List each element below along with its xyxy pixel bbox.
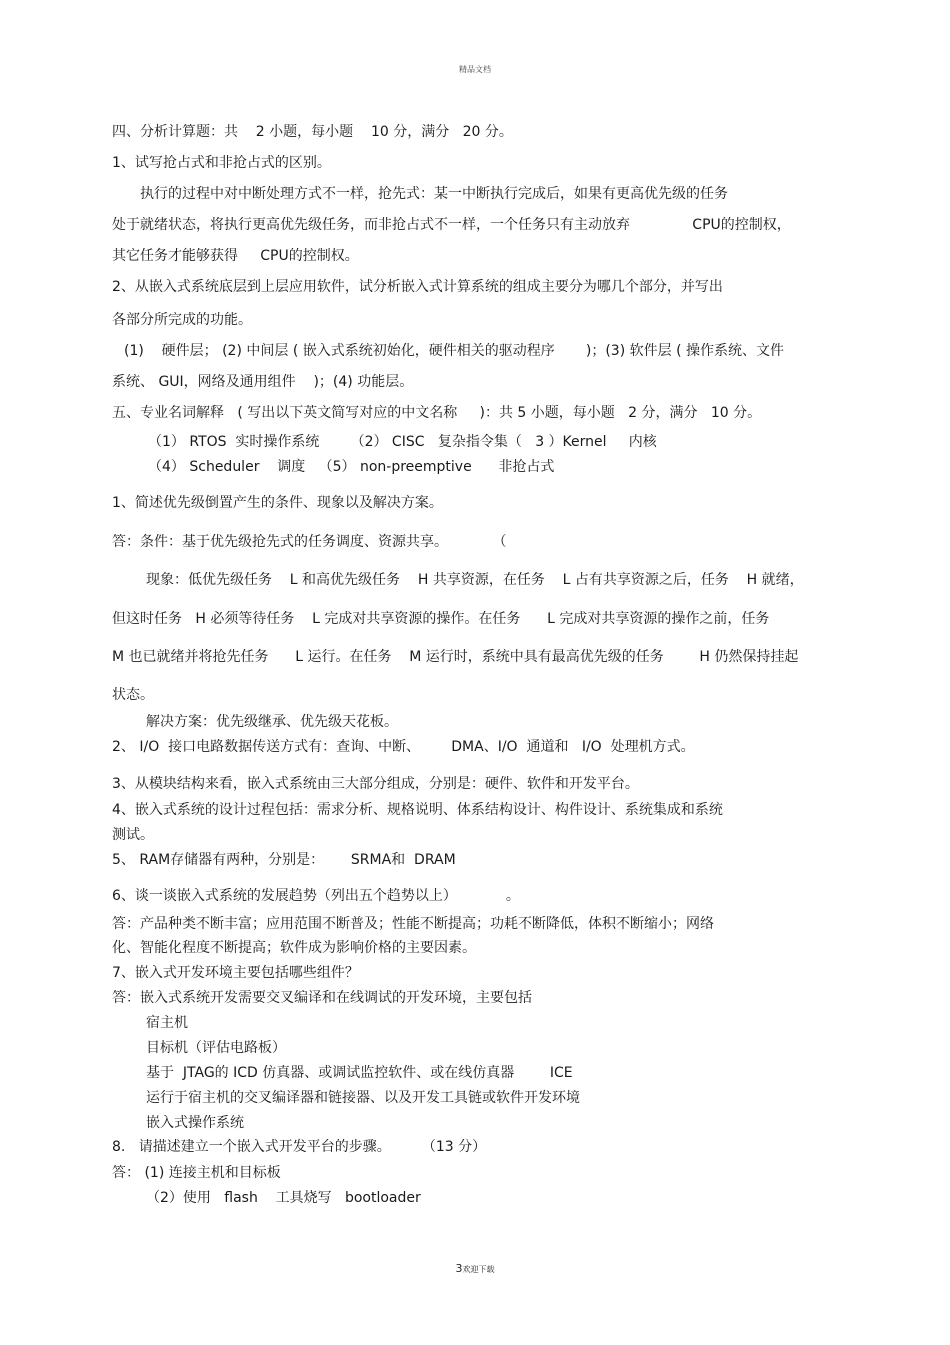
answer-text: 但这时任务 H 必须等待任务 L 完成对共享资源的操作。在任务 L 完成对共享资源的操作之前，任务 <box>112 611 770 627</box>
list-item: 基于 JTAG的 ICD 仿真器、或调试监控软件、或在线仿真器 ICE <box>146 1065 573 1081</box>
answer-text: 处于就绪状态，将执行更高优先级任务，而非抢占式不一样，一个任务只有主动放弃 CPU的控制权， <box>112 217 791 233</box>
section-four-heading: 四、分析计算题：共 2 小题，每小题 10 分，满分 20 分。 <box>112 124 513 140</box>
list-item: 目标机（评估电路板） <box>146 1040 286 1056</box>
answer-text: M 也已就绪并将抢先任务 L 运行。在任务 M 运行时，系统中具有最高优先级的任务 H 仍然保持挂起 <box>112 649 799 665</box>
term-list-row: （1） RTOS 实时操作系统 （2） CISC 复杂指令集（ 3 ）Kernel 内核 <box>148 434 657 450</box>
question-1-title: 1、试写抢占式和非抢占式的区别。 <box>112 155 331 171</box>
answer-text: 答：条件：基于优先级抢先式的任务调度、资源共享。 （ <box>112 534 507 550</box>
question-text: 2、 I/O 接口电路数据传送方式有：查询、中断、 DMA、I/O 通道和 I/O 处理机方式。 <box>112 739 695 755</box>
question-title: 7、嵌入式开发环境主要包括哪些组件？ <box>112 965 359 981</box>
question-text-cont: 测试。 <box>112 827 154 843</box>
question-text: 5、 RAM存储器有两种，分别是： SRMA和 DRAM <box>112 852 456 868</box>
question-text: 4、嵌入式系统的设计过程包括：需求分析、规格说明、体系结构设计、构件设计、系统集成和系统 <box>112 802 723 818</box>
answer-text: 状态。 <box>112 687 154 703</box>
answer-text: 执行的过程中对中断处理方式不一样，抢先式：某一中断执行完成后，如果有更高优先级的任务 <box>140 186 728 202</box>
question-2-title: 2、从嵌入式系统底层到上层应用软件，试分析嵌入式计算系统的组成主要分为哪几个部分，并写出 <box>112 279 723 295</box>
answer-text: 答：嵌入式系统开发需要交叉编译和在线调试的开发环境，主要包括 <box>112 990 532 1006</box>
question-title: 8. 请描述建立一个嵌入式开发平台的步骤。 （13 分） <box>112 1139 487 1155</box>
question-title: 6、谈一谈嵌入式系统的发展趋势（列出五个趋势以上） 。 <box>112 888 520 904</box>
question-2-title-cont: 各部分所完成的功能。 <box>112 312 252 328</box>
answer-text: 其它任务才能够获得 CPU的控制权。 <box>112 248 359 264</box>
term-list-row: （4） Scheduler 调度 （5） non-preemptive 非抢占式 <box>148 459 555 475</box>
answer-text: 解决方案：优先级继承、优先级天花板。 <box>146 714 398 730</box>
question-text: 3、从模块结构来看，嵌入式系统由三大部分组成，分别是：硬件、软件和开发平台。 <box>112 776 679 792</box>
footer-text: 欢迎下载 <box>462 1265 495 1274</box>
list-item: 运行于宿主机的交叉编译器和链接器、以及开发工具链或软件开发环境 <box>146 1090 580 1106</box>
section-five-heading: 五、专业名词解释 ( 写出以下英文简写对应的中文名称 )：共 5 小题，每小题 2 分，满分 10 分。 <box>112 405 762 421</box>
page-footer <box>0 1263 950 1276</box>
page-number: 3 <box>455 1262 463 1275</box>
list-item: 嵌入式操作系统 <box>146 1115 244 1131</box>
answer-text: 系统、 GUI，网络及通用组件 )；(4) 功能层。 <box>112 374 414 390</box>
page-header: 精品文档 <box>459 65 491 74</box>
list-item: 宿主机 <box>146 1015 188 1031</box>
answer-text: （2）使用 flash 工具烧写 bootloader <box>146 1190 421 1206</box>
answer-text: 化、智能化程度不断提高；软件成为影响价格的主要因素。 <box>112 940 476 956</box>
answer-text: (1) 硬件层； (2) 中间层 ( 嵌入式系统初始化，硬件相关的驱动程序 )；(3) 软件层 ( 操作系统、文件 <box>124 343 784 359</box>
question-title: 1、简述优先级倒置产生的条件、现象以及解决方案。 <box>112 495 443 511</box>
answer-text: 答：产品种类不断丰富；应用范围不断普及；性能不断提高；功耗不断降低，体积不断缩小；网络 <box>112 916 714 932</box>
answer-text: 现象：低优先级任务 L 和高优先级任务 H 共享资源，在任务 L 占有共享资源之后，任务 H 就绪， <box>146 572 804 588</box>
answer-text: 答： (1) 连接主机和目标板 <box>112 1165 281 1181</box>
